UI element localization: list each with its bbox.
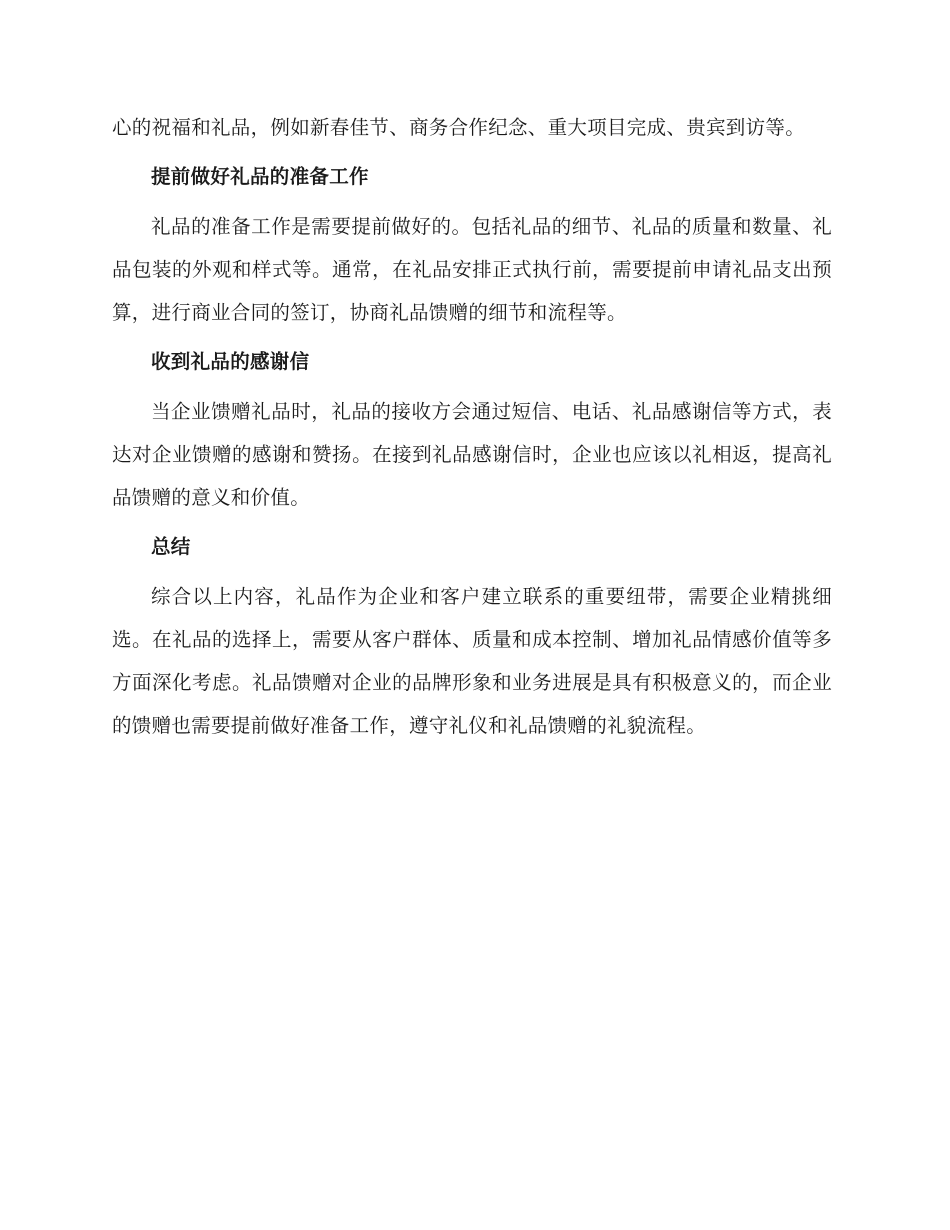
section-heading-summary: 总结 (151, 535, 191, 558)
section-paragraph-preparation: 礼品的准备工作是需要提前做好的。包括礼品的细节、礼品的质量和数量、礼品包装的外观和样式等。通常，在礼品安排正式执行前，需要提前申请礼品支出预算，进行商业合同的签订，协商礼品馈赠的细节和流程等。 (112, 215, 832, 324)
continuation-paragraph: 心的祝福和礼品，例如新春佳节、商务合作纪念、重大项目完成、贵宾到访等。 (112, 116, 806, 139)
section-paragraph-summary: 综合以上内容，礼品作为企业和客户建立联系的重要纽带，需要企业精挑细选。在礼品的选择上，需要从客户群体、质量和成本控制、增加礼品情感价值等多方面深化考虑。礼品馈赠对企业的品牌形象和业务进展是具有积极意义的，而企业的馈赠也需要提前做好准备工作，遵守礼仪和礼品馈赠的礼貌流程。 (112, 585, 832, 737)
document-body (112, 106, 832, 747)
section-heading-thank-you-letter: 收到礼品的感谢信 (151, 350, 310, 373)
section-heading-preparation: 提前做好礼品的准备工作 (151, 165, 369, 188)
section-paragraph-thank-you-letter: 当企业馈赠礼品时，礼品的接收方会通过短信、电话、礼品感谢信等方式，表达对企业馈赠的感谢和赞扬。在接到礼品感谢信时，企业也应该以礼相返，提高礼品馈赠的意义和价值。 (112, 400, 832, 509)
